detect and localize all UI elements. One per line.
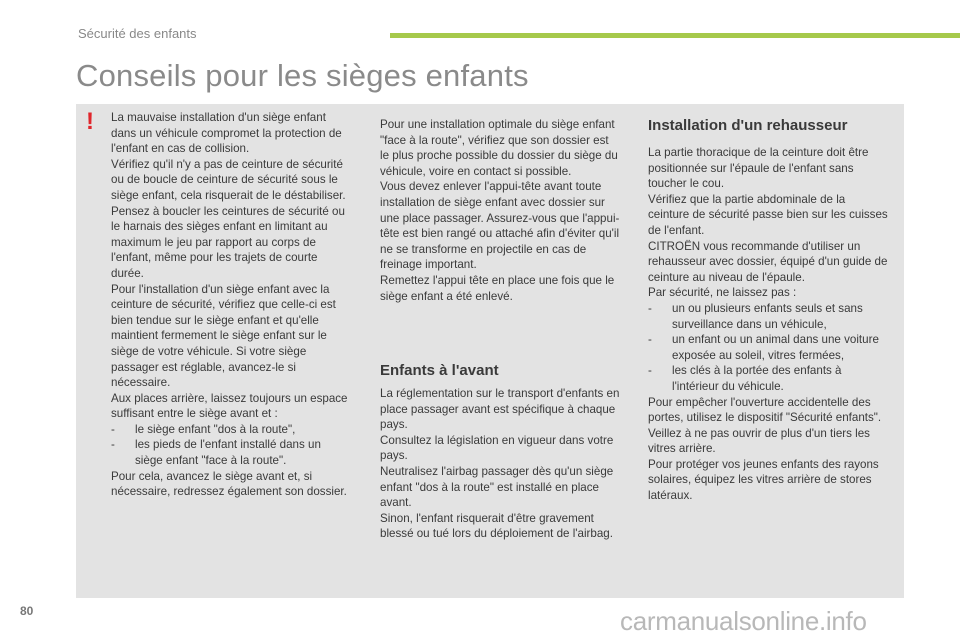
list-item [648, 363, 888, 394]
paragraph: Vérifiez que la partie abdominale de la ceinture de sécurité passe bien sur les cuisses de l'enfant. [648, 192, 888, 237]
list-item-text: un enfant ou un animal dans une voiture exposée au soleil, vitres fermées, [672, 333, 879, 362]
paragraph: Vérifiez qu'il n'y a pas de ceinture de sécurité ou de boucle de ceinture de sécurité sous le siège enfant, cela risquerait de le déstabiliser. [111, 157, 346, 202]
page-title: Conseils pour les sièges enfants [76, 58, 529, 93]
paragraph: Veillez à ne pas ouvrir de plus d'un tiers les vitres arrière. [648, 426, 870, 456]
paragraph: Aux places arrière, laissez toujours un espace suffisant entre le siège avant et : [111, 391, 348, 421]
installation-column [380, 117, 620, 304]
paragraph: La réglementation sur le transport d'enfants en place passager avant est spécifique à chaque pays. [380, 387, 620, 432]
list-item-text: un ou plusieurs enfants seuls et sans surveillance dans un véhicule, [672, 301, 863, 331]
paragraph: Pour empêcher l'ouverture accidentelle des portes, utilisez le dispositif "Sécurité enfants". [648, 395, 882, 425]
dash-bullet: - [111, 422, 115, 436]
list-item-text: le siège enfant "dos à la route", [135, 422, 296, 436]
paragraph: Pour cela, avancez le siège avant et, si nécessaire, redressez également son dossier. [111, 469, 347, 499]
paragraph: CITROËN vous recommande d'utiliser un rehausseur avec dossier, équipé d'un guide de ceinture au niveau de l'épaule. [648, 239, 888, 284]
dash-bullet: - [648, 301, 652, 315]
paragraph: Pour protéger vos jeunes enfants des rayons solaires, équipez les vitres arrière de stores latéraux. [648, 457, 879, 503]
front-children-column [380, 386, 620, 542]
front-children-heading: Enfants à l'avant [380, 362, 499, 379]
booster-heading: Installation d'un rehausseur [648, 117, 848, 134]
booster-column [648, 117, 888, 504]
warning-column [111, 110, 349, 500]
list-item [111, 437, 349, 468]
page-number: 80 [20, 604, 34, 618]
paragraph: Remettez l'appui tête en place une fois que le siège enfant a été enlevé. [380, 273, 615, 303]
paragraph: Vous devez enlever l'appui-tête avant toute installation de siège enfant avec dossier sur une place passager. Assurez-vous que l'appui-tête est bien rangé ou attaché afin d'éviter qu'il ne se transforme en projectile en cas de freinage important. [380, 180, 620, 272]
paragraph: Pour l'installation d'un siège enfant avec la ceinture de sécurité, vérifiez que celle-ci est bien tendue sur le siège enfant et qu'elle maintient fermement le siège enfant sur le siège de votre véhicule. Si votre siège passager est réglable, avancez-le si nécessaire. [111, 282, 336, 390]
dash-bullet: - [648, 364, 652, 378]
list-item [648, 332, 888, 363]
list-item-text: les clés à la portée des enfants à l'intérieur du véhicule. [672, 364, 842, 393]
paragraph: Pensez à boucler les ceintures de sécurité ou le harnais des sièges enfant en limitant au maximum le jeu par rapport au corps de l'enfant, même pour les trajets de courte durée. [111, 204, 345, 280]
header-rule [390, 33, 960, 38]
list-item [648, 301, 888, 332]
paragraph: La partie thoracique de la ceinture doit être positionnée sur l'épaule de l'enfant sans toucher le cou. [648, 146, 869, 191]
paragraph: Pour une installation optimale du siège enfant "face à la route", vérifiez que son dossier est le plus proche possible du dossier du siège du véhicule, voire en contact si possible. [380, 118, 618, 178]
paragraph: Neutralisez l'airbag passager dès qu'un siège enfant "dos à la route" est installé en place avant. [380, 464, 614, 510]
paragraph: Sinon, l'enfant risquerait d'être gravement blessé ou tué lors du déploiement de l'airbag. [380, 511, 613, 541]
paragraph: Par sécurité, ne laissez pas : [648, 286, 797, 300]
warning-icon: ! [86, 108, 94, 135]
dash-bullet: - [111, 438, 115, 452]
section-label: Sécurité des enfants [78, 26, 197, 41]
watermark: carmanualsonline.info [620, 606, 867, 636]
paragraph: La mauvaise installation d'un siège enfant dans un véhicule compromet la protection de l'enfant en cas de collision. [111, 111, 342, 156]
list-item [111, 422, 349, 438]
dash-bullet: - [648, 333, 652, 347]
paragraph: Consultez la législation en vigueur dans votre pays. [380, 433, 614, 463]
list-item-text: les pieds de l'enfant installé dans un siège enfant "face à la route". [135, 438, 321, 468]
